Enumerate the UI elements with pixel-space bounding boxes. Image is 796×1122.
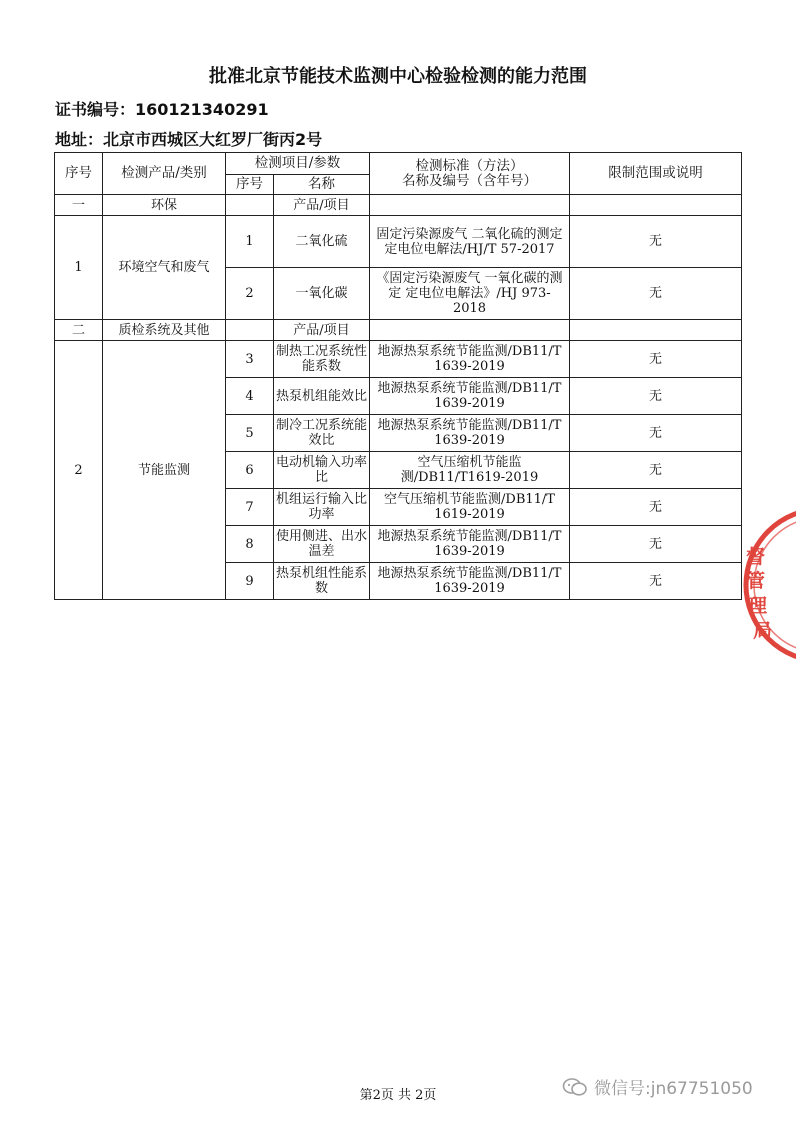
item-no: 4 <box>226 378 274 415</box>
item-name: 热泵机组能效比 <box>274 378 370 415</box>
seal-icon <box>742 505 796 665</box>
header-standard <box>370 153 570 195</box>
group-seq: 1 <box>55 216 103 320</box>
item-standard: 地源热泵系统节能监测/DB11/T 1639-2019 <box>370 378 570 415</box>
item-limit: 无 <box>570 268 742 320</box>
item-no: 2 <box>226 268 274 320</box>
item-standard: 地源热泵系统节能监测/DB11/T 1639-2019 <box>370 341 570 378</box>
section-label: 产品/项目 <box>274 320 370 341</box>
header-product: 检测产品/类别 <box>103 153 226 195</box>
header-item-seq: 序号 <box>226 175 274 195</box>
item-no: 5 <box>226 415 274 452</box>
item-standard: 《固定污染源废气 一氧化碳的测定 定电位电解法》/HJ 973-2018 <box>370 268 570 320</box>
item-limit: 无 <box>570 341 742 378</box>
item-no: 1 <box>226 216 274 268</box>
page-footer: 第2页 共 2页 <box>359 1088 437 1103</box>
header-seq: 序号 <box>55 153 103 195</box>
header-standard-line2: 名称及编号（含年号） <box>402 172 537 189</box>
item-limit: 无 <box>570 563 742 600</box>
table-row <box>55 216 742 268</box>
wechat-icon <box>562 1077 588 1097</box>
group-seq: 2 <box>55 341 103 600</box>
item-name: 电动机输入功率比 <box>274 452 370 489</box>
capability-table <box>54 152 742 600</box>
page-title: 批准北京节能技术监测中心检验检测的能力范围 <box>209 66 587 87</box>
group-name: 节能监测 <box>103 341 226 600</box>
watermark-text: 微信号:jn67751050 <box>594 1079 753 1099</box>
item-no: 3 <box>226 341 274 378</box>
item-no: 7 <box>226 489 274 526</box>
item-name: 热泵机组性能系数 <box>274 563 370 600</box>
item-limit: 无 <box>570 216 742 268</box>
section-name: 环保 <box>103 195 226 216</box>
section-row <box>55 320 742 341</box>
item-no: 6 <box>226 452 274 489</box>
item-standard: 地源热泵系统节能监测/DB11/T 1639-2019 <box>370 526 570 563</box>
item-standard: 地源热泵系统节能监测/DB11/T 1639-2019 <box>370 415 570 452</box>
item-name: 制热工况系统性能系数 <box>274 341 370 378</box>
address: 地址：北京市西城区大红罗厂街丙2号 <box>55 130 323 149</box>
header-item-param: 检测项目/参数 <box>226 153 370 175</box>
item-name: 二氧化硫 <box>274 216 370 268</box>
item-limit: 无 <box>570 378 742 415</box>
item-standard: 地源热泵系统节能监测/DB11/T 1639-2019 <box>370 563 570 600</box>
item-limit: 无 <box>570 489 742 526</box>
item-standard: 固定污染源废气 二氧化硫的测定 定电位电解法/HJ/T 57-2017 <box>370 216 570 268</box>
section-seq: 二 <box>55 320 103 341</box>
svg-text:督管理局: 督管理局 <box>746 546 773 642</box>
section-row <box>55 195 742 216</box>
item-limit: 无 <box>570 415 742 452</box>
certificate-number: 证书编号：160121340291 <box>55 100 269 119</box>
item-name: 制冷工况系统能效比 <box>274 415 370 452</box>
wechat-watermark <box>562 1074 753 1099</box>
item-standard: 空气压缩机节能监测/DB11/T 1619-2019 <box>370 489 570 526</box>
item-standard: 空气压缩机节能监测/DB11/T1619-2019 <box>370 452 570 489</box>
section-label: 产品/项目 <box>274 195 370 216</box>
header-item-name: 名称 <box>274 175 370 195</box>
official-seal <box>742 505 796 665</box>
item-name: 使用侧进、出水温差 <box>274 526 370 563</box>
header-limit: 限制范围或说明 <box>570 153 742 195</box>
group-name: 环境空气和废气 <box>103 216 226 320</box>
item-limit: 无 <box>570 452 742 489</box>
section-name: 质检系统及其他 <box>103 320 226 341</box>
table-row <box>55 341 742 378</box>
item-limit: 无 <box>570 526 742 563</box>
section-seq: 一 <box>55 195 103 216</box>
item-name: 一氧化碳 <box>274 268 370 320</box>
item-name: 机组运行输入比功率 <box>274 489 370 526</box>
header-standard-line1: 检测标准（方法） <box>415 157 524 174</box>
item-no: 8 <box>226 526 274 563</box>
item-no: 9 <box>226 563 274 600</box>
